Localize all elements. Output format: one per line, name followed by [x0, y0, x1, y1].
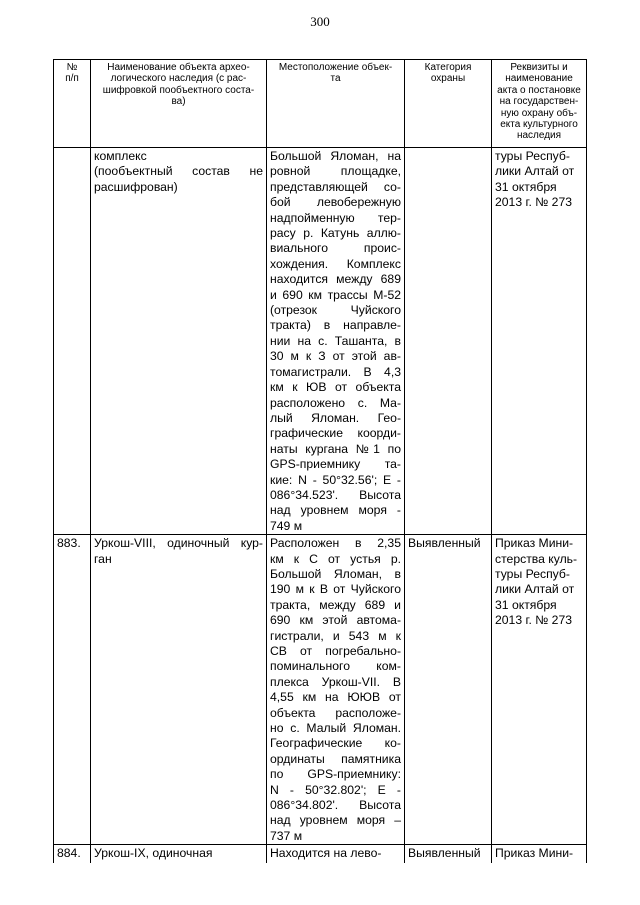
- header-number: № п/п: [54, 60, 91, 148]
- row-object-name: Уркош-VIII, одиночный кур- ган: [91, 535, 267, 845]
- table-header-row: [54, 60, 587, 148]
- header-object-name: Наименование объекта архео- логического наследия (с рас- шифровкой пообъектного соста- ва): [91, 60, 267, 148]
- row-number: 883.: [54, 535, 91, 845]
- row-requisites: Приказ Мини- стерства куль- туры Респуб- лики Алтай от 31 октября 2013 г. № 273: [492, 535, 587, 845]
- row-number: [54, 148, 91, 535]
- row-object-name: Уркош-IX, одиночная: [91, 845, 267, 863]
- header-protection-category: Категория охраны: [405, 60, 492, 148]
- heritage-registry-table: [53, 59, 587, 863]
- row-location: Находится на лево-: [267, 845, 405, 863]
- header-requisites: Реквизиты и наименование акта о постановке на государствен- ную охрану объ- екта культурного наследия: [492, 60, 587, 148]
- page-number: 300: [310, 14, 330, 29]
- table-row: [54, 535, 587, 845]
- table-row: [54, 845, 587, 863]
- row-protection-category: Выявленный: [405, 845, 492, 863]
- row-protection-category: [405, 148, 492, 535]
- row-number: 884.: [54, 845, 91, 863]
- row-location: Расположен в 2,35 км к С от устья р. Большой Яломан, в 190 м к В от Чуйского тракта, между 689 и 690 км этой автома- гистрали, и 543 м к СВ от погребально- поминального ком- плекса Уркош-VII. В 4,55 км на ЮЮВ от объекта расположе- но с. Малый Яломан. Географические ко- ординаты памятника по GPS-приемнику: N - 50°32.802'; E - 086°34.802'. Высота над уровнем моря – 737 м: [267, 535, 405, 845]
- header-location: Местоположение объек- та: [267, 60, 405, 148]
- row-object-name: комплекс (пообъектный состав не расшифрован): [91, 148, 267, 535]
- row-requisites: Приказ Мини-: [492, 845, 587, 863]
- table-row: [54, 148, 587, 535]
- row-location: Большой Яломан, на ровной площадке, представляющей со- бой левобережную надпойменную тер- расу р. Катунь аллю- виального проис- хождения. Комплекс находится между 689 и 690 км трассы М-52 (отрезок Чуйского тракта) в направле- нии на с. Ташанта, в 30 м к З от этой ав- томагистрали. В 4,3 км к ЮВ от объекта расположено с. Ма- лый Яломан. Гео- графические коорди- наты кургана №1 по GPS-приемнику та- кие: N - 50°32.56'; E - 086°34.523'. Высота над уровнем моря - 749 м: [267, 148, 405, 535]
- row-protection-category: Выявленный: [405, 535, 492, 845]
- row-requisites: туры Респуб- лики Алтай от 31 октября 2013 г. № 273: [492, 148, 587, 535]
